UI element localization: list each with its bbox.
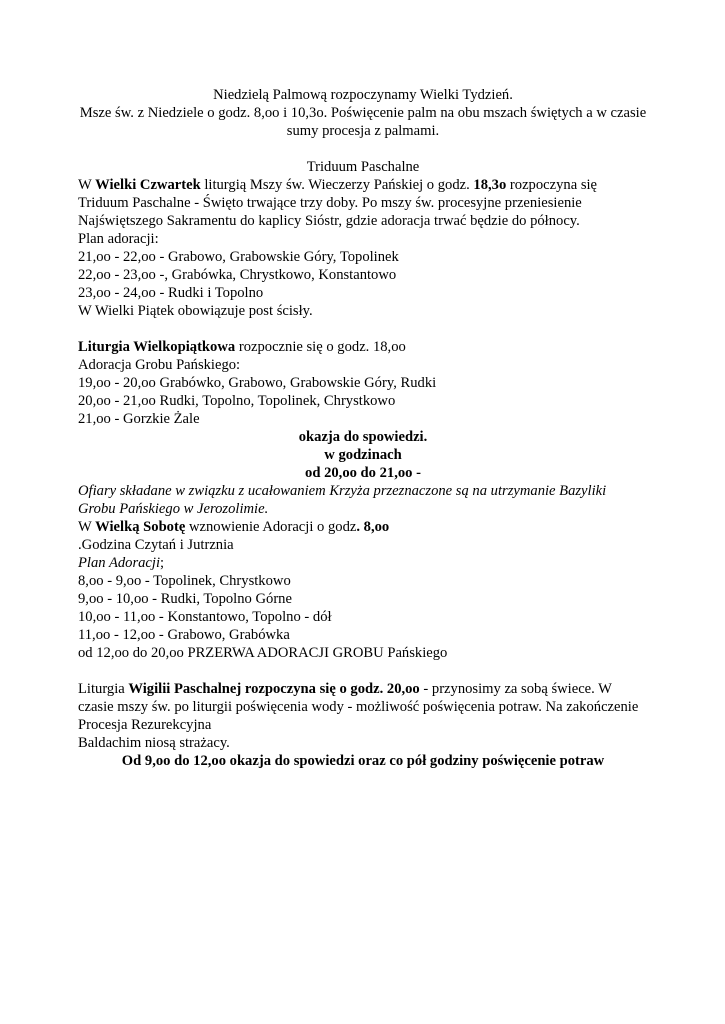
saturday-plan-label: [78, 554, 648, 572]
text-run: - przynosimy za sobą świece. W: [419, 681, 612, 697]
plan-item: 8,oo - 9,oo - Topolinek, Chrystkowo: [78, 573, 291, 589]
confession-line-2: w godzinach: [324, 447, 402, 463]
final-note: Od 9,oo do 12,oo okazja do spowiedzi oraz co pół godziny poświęcenie potraw: [121, 753, 605, 769]
text-run: liturgią Mszy św. Wieczerzy Pańskiej o godz.: [200, 177, 474, 193]
vigil-line-1: [78, 680, 648, 698]
plan-item: 21,oo - 22,oo - Grabowo, Grabowskie Góry, Topolinek: [78, 249, 399, 265]
triduum-paragraph-line-3: Najświętszego Sakramentu do kaplicy Sióstr, gdzie adoracja trwać będzie do północy.: [78, 213, 580, 229]
triduum-paragraph-line-1: [78, 176, 648, 194]
plan-item: 23,oo - 24,oo - Rudki i Topolno: [78, 285, 264, 301]
friday-liturgy-bold: Liturgia Wielkopiątkowa: [78, 339, 236, 355]
confession-line-3: od 20,oo do 21,oo -: [305, 465, 421, 481]
text-run: W: [78, 519, 96, 535]
vigil-line-4: Baldachim niosą strażacy.: [78, 735, 230, 751]
time-bold: 18,3o: [473, 177, 507, 193]
triduum-paragraph-line-2: Triduum Paschalne - Święto trwające trzy doby. Po mszy św. procesyjne przeniesienie: [78, 195, 582, 211]
offerings-line-2: Grobu Pańskiego w Jerozolimie.: [78, 501, 269, 517]
adoration-label: Adoracja Grobu Pańskiego:: [78, 357, 241, 373]
intro-line-2: Msze św. z Niedziele o godz. 8,oo i 10,3o. Poświęcenie palm na obu mszach świętych a w czasie: [79, 105, 647, 121]
text-run: wznowienie Adoracji o godz: [185, 519, 357, 535]
vigil-bold: Wigilii Paschalnej rozpoczyna się o godz. 20,oo: [128, 681, 420, 697]
intro-line-3: sumy procesja z palmami.: [286, 123, 440, 139]
triduum-heading: Triduum Paschalne: [306, 159, 420, 175]
plan-item: 10,oo - 11,oo - Konstantowo, Topolno - dół: [78, 609, 332, 625]
wielki-czwartek-bold: Wielki Czwartek: [95, 177, 201, 193]
hours-line: .Godzina Czytań i Jutrznia: [78, 537, 234, 553]
plan-item: 11,oo - 12,oo - Grabowo, Grabówka: [78, 627, 290, 643]
plan-label: Plan adoracji:: [78, 231, 159, 247]
text-run: rozpoczyna się: [506, 177, 598, 193]
plan-item: 21,oo - Gorzkie Żale: [78, 411, 200, 427]
confession-line-1: okazja do spowiedzi.: [298, 429, 428, 445]
fast-note: W Wielki Piątek obowiązuje post ścisły.: [78, 303, 313, 319]
vigil-line-3: Procesja Rezurekcyjna: [78, 717, 212, 733]
text-run: ;: [160, 555, 165, 571]
plan-item: 20,oo - 21,oo Rudki, Topolno, Topolinek, Chrystkowo: [78, 393, 396, 409]
text-run: Liturgia: [78, 681, 129, 697]
time-bold: . 8,oo: [356, 519, 390, 535]
text-run: rozpocznie się o godz. 18,oo: [235, 339, 406, 355]
intro-line-1: Niedzielą Palmową rozpoczynamy Wielki Tydzień.: [213, 87, 513, 103]
text-run: W: [78, 177, 96, 193]
adoration-break: od 12,oo do 20,oo PRZERWA ADORACJI GROBU Pańskiego: [78, 645, 448, 661]
vigil-line-2: czasie mszy św. po liturgii poświęcenia wody - możliwość poświęcenia potraw. Na zakończenie: [78, 699, 639, 715]
plan-item: 22,oo - 23,oo -, Grabówka, Chrystkowo, Konstantowo: [78, 267, 397, 283]
wielka-sobota-bold: Wielką Sobotę: [95, 519, 186, 535]
offerings-line-1: Ofiary składane w związku z ucałowaniem Krzyża przeznaczone są na utrzymanie Bazyliki: [78, 483, 607, 499]
saturday-line: [78, 518, 648, 536]
document-page: [78, 86, 648, 770]
plan-label-italic: Plan Adoracji: [78, 555, 161, 571]
friday-liturgy-line: [78, 338, 648, 356]
plan-item: 9,oo - 10,oo - Rudki, Topolno Górne: [78, 591, 292, 607]
plan-item: 19,oo - 20,oo Grabówko, Grabowo, Grabowskie Góry, Rudki: [78, 375, 437, 391]
